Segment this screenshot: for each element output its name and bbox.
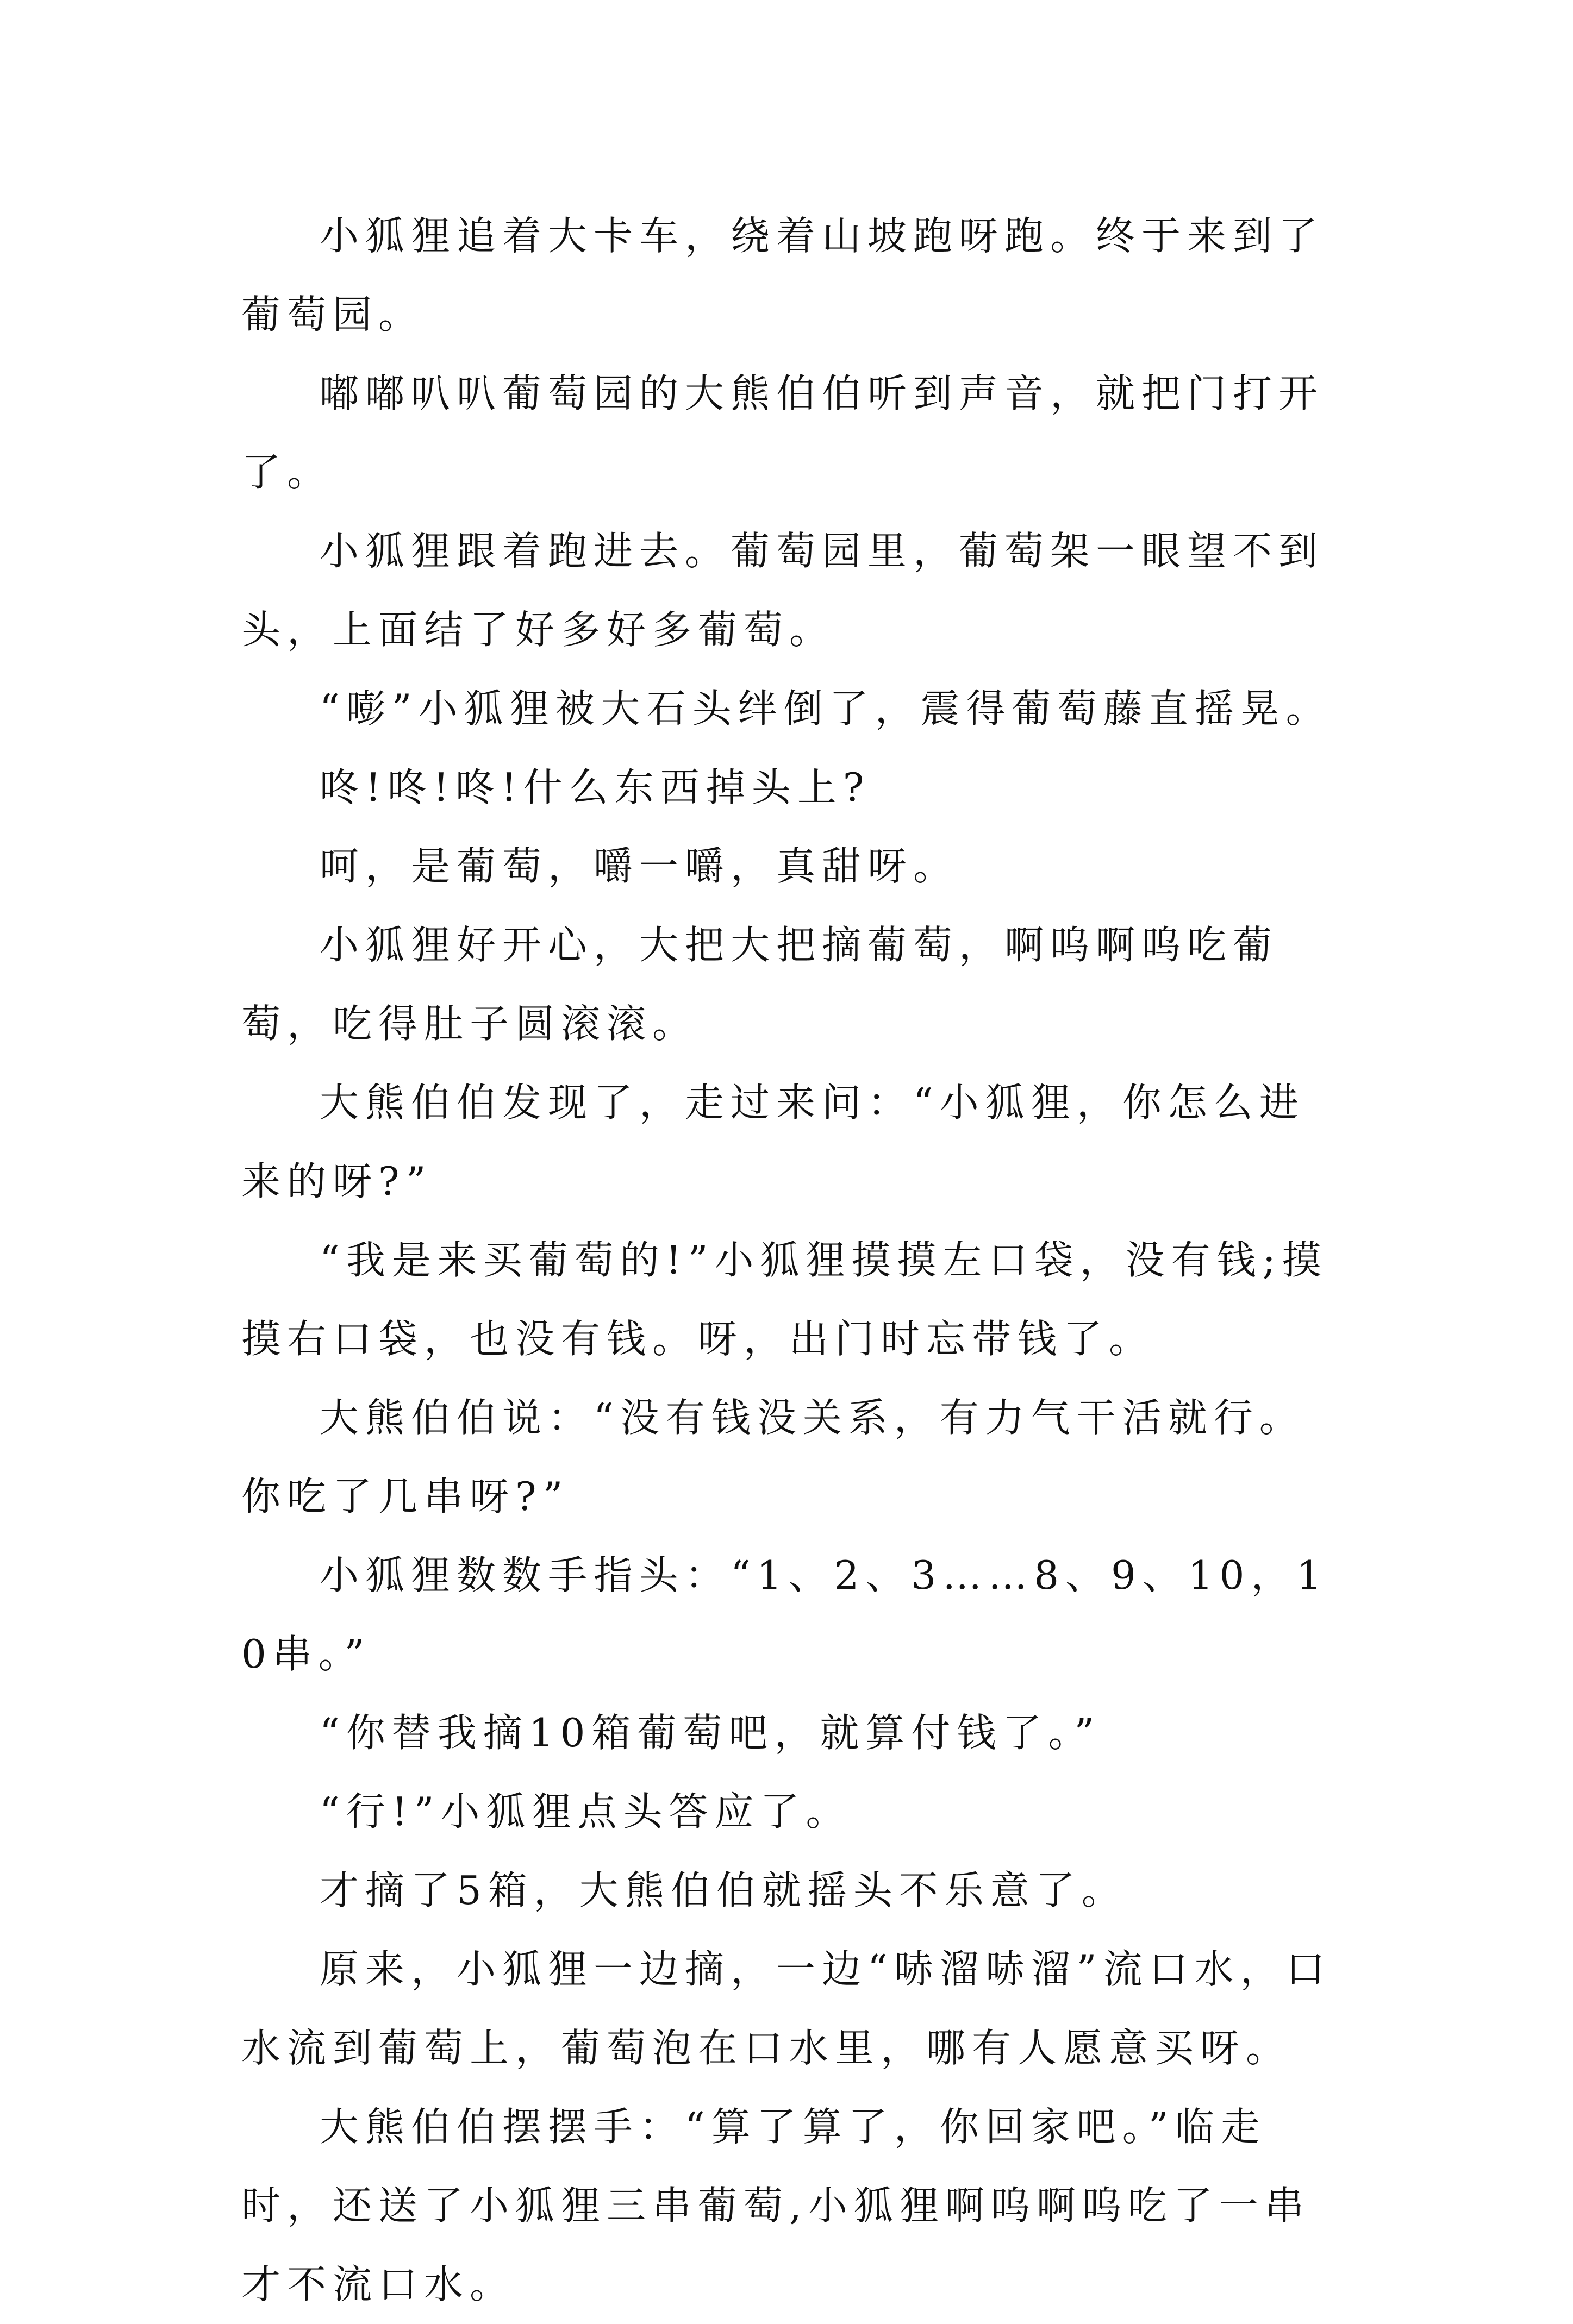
paragraph: 嘟嘟叭叭葡萄园的大熊伯伯听到声音，就把门打开了。 <box>241 371 1325 495</box>
paragraph: 咚!咚!咚!什么东西掉头上? <box>320 765 871 810</box>
paragraph: 小狐狸好开心，大把大把摘葡萄，啊呜啊呜吃葡萄，吃得肚子圆滚滚。 <box>241 922 1279 1047</box>
paragraph: 才摘了5箱，大熊伯伯就摇头不乐意了。 <box>320 1868 1127 1913</box>
paragraph: 小狐狸追着大卡车，绕着山坡跑呀跑。终于来到了葡萄园。 <box>241 213 1325 337</box>
paragraph: 小狐狸数数手指头：“1、2、3……8、9、10，10串。” <box>241 1552 1328 1677</box>
paragraph: “你替我摘10箱葡萄吧，就算付钱了。” <box>320 1710 1101 1756</box>
paragraph: 大熊伯伯说：“没有钱没关系，有力气干活就行。你吃了几串呀?” <box>241 1395 1305 1519</box>
paragraph: “嘭”小狐狸被大石头绊倒了，震得葡萄藤直摇晃。 <box>320 686 1332 731</box>
paragraph: 大熊伯伯摆摆手：“算了算了，你回家吧。”临走时，还送了小狐狸三串葡萄,小狐狸啊呜啊呜吃了一串才不流口水。 <box>241 2104 1310 2307</box>
story-text <box>241 197 1345 2324</box>
paragraph: 呵，是葡萄，嚼一嚼，真甜呀。 <box>320 843 959 889</box>
paragraph: 小狐狸跟着跑进去。葡萄园里，葡萄架一眼望不到头，上面结了好多好多葡萄。 <box>241 528 1325 653</box>
paragraph: 大熊伯伯发现了，走过来问：“小狐狸，你怎么进来的呀?” <box>241 1080 1305 1204</box>
paragraph: “我是来买葡萄的!”小狐狸摸摸左口袋，没有钱;摸摸右口袋，也没有钱。呀，出门时忘带钱了。 <box>241 1237 1328 1362</box>
paragraph: “行!”小狐狸点头答应了。 <box>320 1789 852 1834</box>
paragraph: 原来，小狐狸一边摘，一边“哧溜哧溜”流口水，口水流到葡萄上，葡萄泡在口水里，哪有人愿意买呀。 <box>241 1946 1332 2071</box>
